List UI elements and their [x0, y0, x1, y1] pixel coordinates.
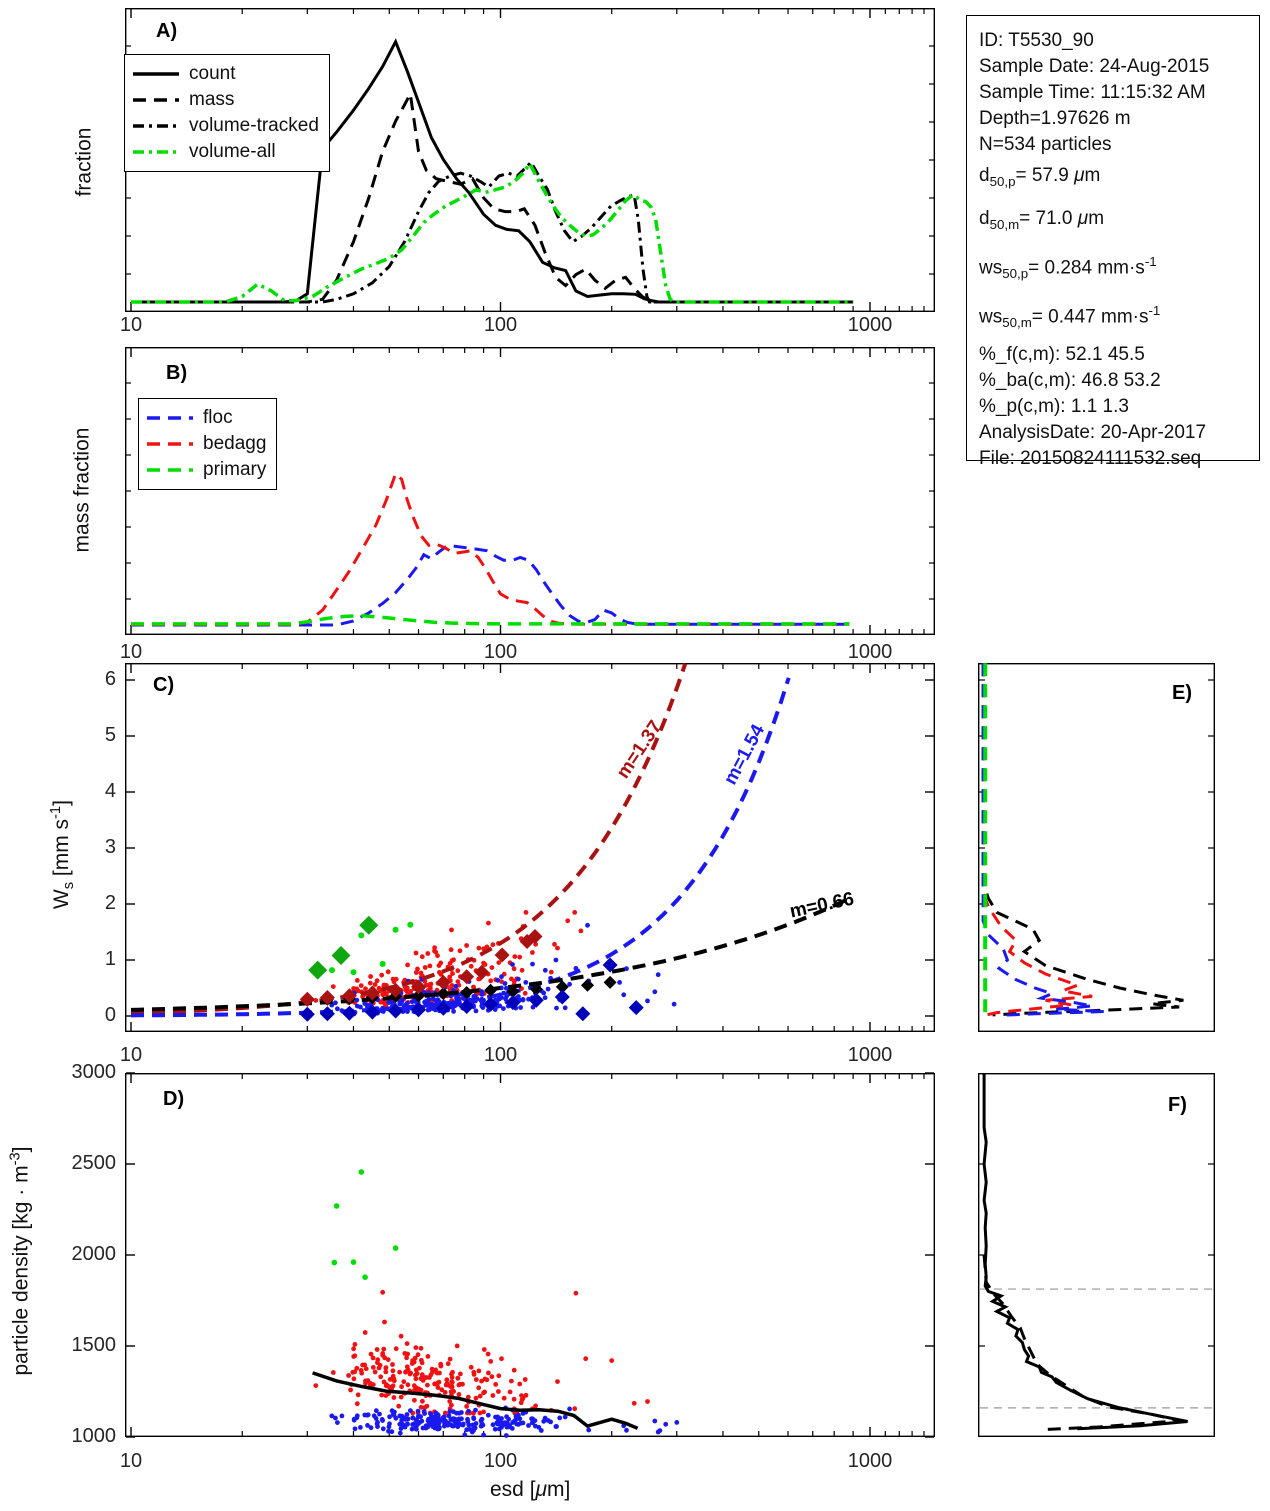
info-line: File: 20150824111532.seq	[979, 447, 1202, 469]
x-axis-label: esd [μm]	[490, 1478, 571, 1501]
x-tick-label: 10	[119, 314, 143, 336]
info-line: $d_{50,p}= 57.9$ μm	[979, 165, 1101, 189]
legend-label: bedagg	[203, 433, 267, 454]
x-tick-label: 1000	[847, 1044, 893, 1066]
panel-a-ylabel: fraction	[72, 127, 96, 197]
legend-item	[147, 431, 266, 457]
c-ytick-label: 6	[104, 668, 116, 690]
panel-c-letter: C)	[153, 674, 175, 696]
info-line: ID: T5530_90	[979, 30, 1094, 51]
info-line: Depth=1.97626 m	[979, 108, 1131, 129]
info-line: %_ba(c,m): 46.8 53.2	[979, 369, 1161, 391]
panel-d-plot	[125, 1073, 935, 1437]
c-ytick-label: 5	[104, 724, 116, 746]
sample-info-box	[966, 15, 1260, 469]
x-tick-label: 10	[119, 1450, 143, 1472]
legend-item	[147, 405, 266, 431]
panel-c-ylabel: $W_s$ [mm $s^{-1}$]	[47, 800, 78, 910]
panel-f-letter: F)	[1168, 1094, 1187, 1116]
c-ytick-label: 4	[104, 780, 116, 802]
panel-c-plot	[125, 663, 935, 1032]
info-line: Sample Time: 11:15:32 AM	[979, 82, 1206, 103]
legend-label: count	[189, 63, 236, 84]
panel-b-letter: B)	[166, 362, 188, 384]
panel-b-ylabel: mass fraction	[70, 427, 94, 553]
d-ytick-label: 2500	[71, 1152, 116, 1174]
d-ytick-label: 2000	[71, 1243, 116, 1265]
panel-a-letter: A)	[156, 20, 178, 42]
legend-item	[133, 87, 319, 113]
x-tick-label: 100	[483, 641, 518, 663]
panel-b-plot	[125, 347, 935, 635]
panel-e-letter: E)	[1172, 682, 1192, 704]
info-line: $d_{50,m}= 71.0$ μm	[979, 207, 1105, 232]
info-line: %_f(c,m): 52.1 45.5	[979, 343, 1145, 365]
x-tick-label: 10	[119, 1044, 143, 1066]
legend-label: mass	[189, 89, 235, 110]
info-line: AnalysisDate: 20-Apr-2017	[979, 421, 1207, 443]
x-tick-label: 1000	[847, 314, 893, 336]
c-ytick-label: 2	[104, 892, 116, 914]
legend-label: floc	[203, 407, 233, 428]
x-tick-label: 10	[119, 641, 143, 663]
info-line: %_p(c,m): 1.1 1.3	[979, 395, 1129, 417]
panel-d-letter: D)	[163, 1088, 185, 1110]
curve-exponent-label: m=0.66	[787, 888, 856, 923]
legend-label: volume-all	[189, 141, 276, 162]
legend-item	[133, 113, 319, 139]
panel-a-legend	[124, 54, 330, 172]
panel-b-legend	[138, 398, 277, 490]
d-ytick-label: 3000	[71, 1061, 116, 1083]
legend-label: primary	[203, 459, 267, 480]
x-tick-label: 100	[483, 1450, 518, 1472]
legend-item	[133, 139, 319, 165]
legend-label: volume-tracked	[189, 115, 319, 136]
x-tick-label: 1000	[847, 1450, 893, 1472]
panel-e-plot	[978, 663, 1215, 1032]
panel-f-plot	[978, 1073, 1215, 1437]
x-tick-label: 100	[483, 314, 518, 336]
legend-item	[133, 61, 319, 87]
info-line: Sample Date: 24-Aug-2015	[979, 56, 1210, 77]
c-ytick-label: 3	[104, 836, 116, 858]
d-ytick-label: 1000	[71, 1425, 116, 1447]
x-tick-label: 1000	[847, 641, 893, 663]
c-ytick-label: 0	[104, 1004, 116, 1026]
d-ytick-label: 1500	[71, 1334, 116, 1356]
curve-exponent-label: m=1.54	[720, 721, 770, 789]
x-tick-label: 100	[483, 1044, 518, 1066]
info-line: N=534 particles	[979, 134, 1112, 155]
curve-exponent-label: m=1.37	[612, 716, 667, 783]
info-line: $ws_{50,m}= 0.447$ $mm\cdot s^{-1}$	[979, 302, 1161, 330]
legend-item	[147, 457, 266, 483]
c-ytick-label: 1	[104, 948, 116, 970]
info-line: $ws_{50,p}= 0.284$ $mm\cdot s^{-1}$	[979, 253, 1157, 281]
panel-d-ylabel: particle density $[kg \cdot m^{-3}]$	[7, 1146, 33, 1376]
